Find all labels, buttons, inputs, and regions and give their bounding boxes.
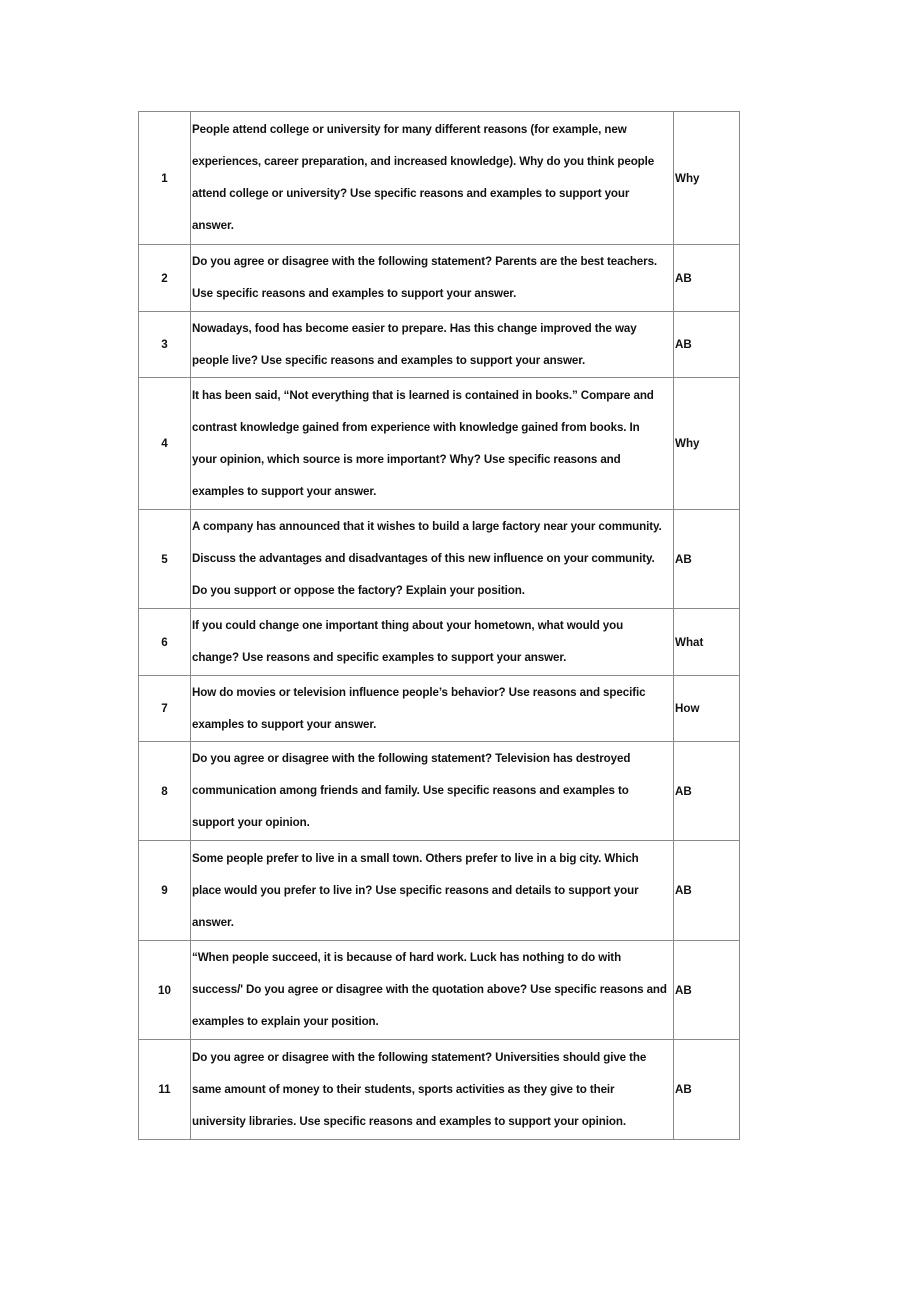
topic-prompt	[191, 378, 674, 510]
topic-number: 2	[139, 245, 191, 312]
prompt-line: If you could change one important thing about your hometown, what would you	[192, 619, 624, 632]
topic-type: Why	[674, 112, 740, 245]
prompt-line: communication among friends and family. Use specific reasons and examples to	[192, 784, 629, 797]
topic-prompt	[191, 245, 674, 312]
prompt-line: examples to explain your position.	[192, 1015, 379, 1028]
topic-prompt	[191, 112, 674, 245]
prompt-line: Use specific reasons and examples to support your answer.	[192, 287, 517, 300]
table-row	[139, 510, 740, 609]
table-row	[139, 941, 740, 1040]
topic-number: 4	[139, 378, 191, 510]
prompt-line: Some people prefer to live in a small town. Others prefer to live in a big city. Which	[192, 851, 639, 865]
prompt-line: Nowadays, food has become easier to prepare. Has this change improved the way	[192, 321, 637, 335]
topic-prompt	[191, 312, 674, 378]
prompt-line: Discuss the advantages and disadvantages of this new influence on your community.	[192, 552, 655, 565]
topic-number: 3	[139, 312, 191, 378]
table-row	[139, 676, 740, 742]
prompt-line: “When people succeed, it is because of hard work. Luck has nothing to do with	[192, 951, 622, 964]
topic-type: AB	[674, 941, 740, 1040]
prompt-line: your opinion, which source is more important? Why? Use specific reasons and	[192, 452, 621, 466]
topic-type: AB	[674, 245, 740, 312]
prompt-line: contrast knowledge gained from experience with knowledge gained from books. In	[192, 420, 640, 434]
topic-type: Why	[674, 378, 740, 510]
prompt-line: place would you prefer to live in? Use specific reasons and details to support your	[192, 883, 639, 897]
topic-number: 10	[139, 941, 191, 1040]
prompt-line: How do movies or television influence people’s behavior? Use reasons and specific	[192, 685, 646, 699]
prompt-line: examples to support your answer.	[192, 717, 377, 731]
prompt-line: examples to support your answer.	[192, 484, 377, 498]
topic-type: What	[674, 609, 740, 676]
table-row	[139, 609, 740, 676]
table-row	[139, 245, 740, 312]
topic-prompt	[191, 676, 674, 742]
topic-prompt	[191, 609, 674, 676]
table-body	[139, 112, 740, 1140]
topic-prompt	[191, 510, 674, 609]
prompt-line: Do you agree or disagree with the following statement? Parents are the best teachers.	[192, 255, 658, 268]
prompt-line: It has been said, “Not everything that is learned is contained in books.” Compare and	[192, 388, 654, 402]
topic-number: 6	[139, 609, 191, 676]
topic-type: AB	[674, 1040, 740, 1140]
table-row	[139, 742, 740, 841]
prompt-line: support your opinion.	[192, 816, 310, 829]
topic-type: AB	[674, 510, 740, 609]
topic-number: 11	[139, 1040, 191, 1140]
prompt-line: experiences, career preparation, and increased knowledge). Why do you think people	[192, 155, 655, 168]
prompt-line: people live? Use specific reasons and examples to support your answer.	[192, 353, 586, 367]
table-row	[139, 378, 740, 510]
topic-number: 1	[139, 112, 191, 245]
topic-prompt	[191, 742, 674, 841]
topic-number: 5	[139, 510, 191, 609]
table-row	[139, 112, 740, 245]
topic-number: 8	[139, 742, 191, 841]
prompt-line: university libraries. Use specific reasons and examples to support your opinion.	[192, 1114, 626, 1128]
prompt-line: Do you agree or disagree with the following statement? Television has destroyed	[192, 752, 631, 765]
prompt-line: attend college or university? Use specific reasons and examples to support your	[192, 187, 630, 200]
topic-type: How	[674, 676, 740, 742]
prompt-line: People attend college or university for many different reasons (for example, new	[192, 123, 627, 136]
topic-number: 7	[139, 676, 191, 742]
table-row	[139, 841, 740, 941]
prompt-line: Do you support or oppose the factory? Explain your position.	[192, 584, 525, 597]
topic-prompt	[191, 841, 674, 941]
prompt-line: Do you agree or disagree with the following statement? Universities should give the	[192, 1050, 647, 1064]
prompt-line: success/' Do you agree or disagree with the quotation above? Use specific reasons and	[192, 983, 667, 996]
topic-type: AB	[674, 312, 740, 378]
prompt-line: change? Use reasons and specific examples to support your answer.	[192, 651, 567, 664]
topic-number: 9	[139, 841, 191, 941]
topic-type: AB	[674, 742, 740, 841]
prompt-line: A company has announced that it wishes to build a large factory near your community.	[192, 520, 662, 533]
essay-topics-table	[138, 111, 740, 1140]
topic-prompt	[191, 1040, 674, 1140]
table-row	[139, 312, 740, 378]
prompt-line: answer.	[192, 219, 234, 232]
table-row	[139, 1040, 740, 1140]
topic-prompt	[191, 941, 674, 1040]
prompt-line: same amount of money to their students, sports activities as they give to their	[192, 1082, 615, 1096]
prompt-line: answer.	[192, 915, 234, 929]
topic-type: AB	[674, 841, 740, 941]
